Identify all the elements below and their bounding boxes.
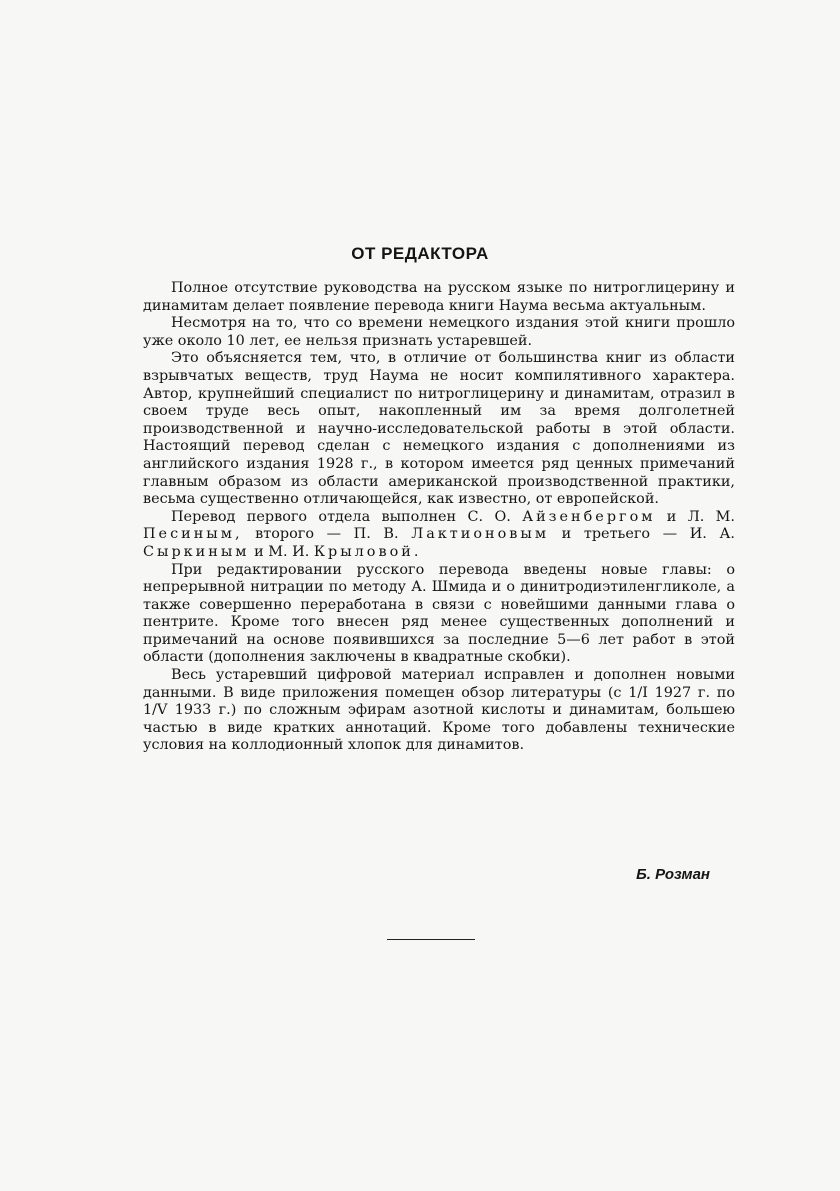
paragraph-5: При редактировании русского перевода введены новые главы: о непрерывной нитрации по методу А. Шмида и о динитродиэтиленгликоле, а также совершенно переработана в связи с новейшими данными глава о пентрите. Кроме того внесен ряд менее существенных дополнений и примечаний на основе появившихся за последние 5—6 лет работ в этой области (дополнения заключены в квадратные скобки). — [143, 561, 735, 666]
paragraph-2: Несмотря на то, что со времени немецкого издания этой книги прошло уже около 10 лет, ее нельзя признать устаревшей. — [143, 315, 735, 349]
p4-text-e: второго — П. В. — [255, 526, 399, 543]
translator-pesin: Песиным, — [143, 526, 243, 543]
preface-body — [143, 280, 735, 755]
closing-rule — [387, 939, 475, 940]
editor-signature: Б. Розман — [636, 866, 710, 883]
paragraph-1: Полное отсутствие руководства на русском языке по нитроглицерину и динамитам делает появление перевода книги Наума весьма актуальным. — [143, 280, 735, 314]
translator-krylova: Крыловой. — [313, 543, 422, 560]
p4-text-i: и М. И. — [254, 543, 310, 560]
p4-text-c: и Л. М. — [666, 508, 735, 525]
paragraph-4 — [143, 509, 735, 562]
paragraph-3: Это объясняется тем, что, в отличие от большинства книг из области взрывчатых веществ, труд Наума не носит компилятивного характера. Автор, крупнейший специалист по нитроглицерину и динамитам, отразил в своем труде весь опыт, накопленный им за время долголетней производственной и научно-исследовательской работы в этой области. Настоящий перевод сделан с немецкого издания с дополнениями из английского издания 1928 г., в котором имеется ряд ценных примечаний главным образом из области американской производственной практики, весьма существенно отличающейся, как известно, от европейской. — [143, 350, 735, 508]
p4-text-a: Перевод первого отдела выполнен С. О. — [171, 508, 511, 525]
p4-text-g: и третьего — И. А. — [561, 526, 735, 543]
paragraph-6: Весь устаревший цифровой материал исправлен и дополнен новыми данными. В виде приложения помещен обзор литературы (с 1/I 1927 г. по 1/V 1933 г.) по сложным эфирам азотной кислоты и динамитам, большею частью в виде кратких аннотаций. Кроме того добавлены технические условия на коллодионный хлопок для динамитов. — [143, 667, 735, 754]
translator-syrkin: Сыркиным — [143, 543, 250, 560]
page-title: ОТ РЕДАКТОРА — [351, 244, 489, 263]
translator-aizenberg: Айзенбергом — [522, 508, 656, 525]
translator-laktionov: Лактионовым — [411, 526, 550, 543]
